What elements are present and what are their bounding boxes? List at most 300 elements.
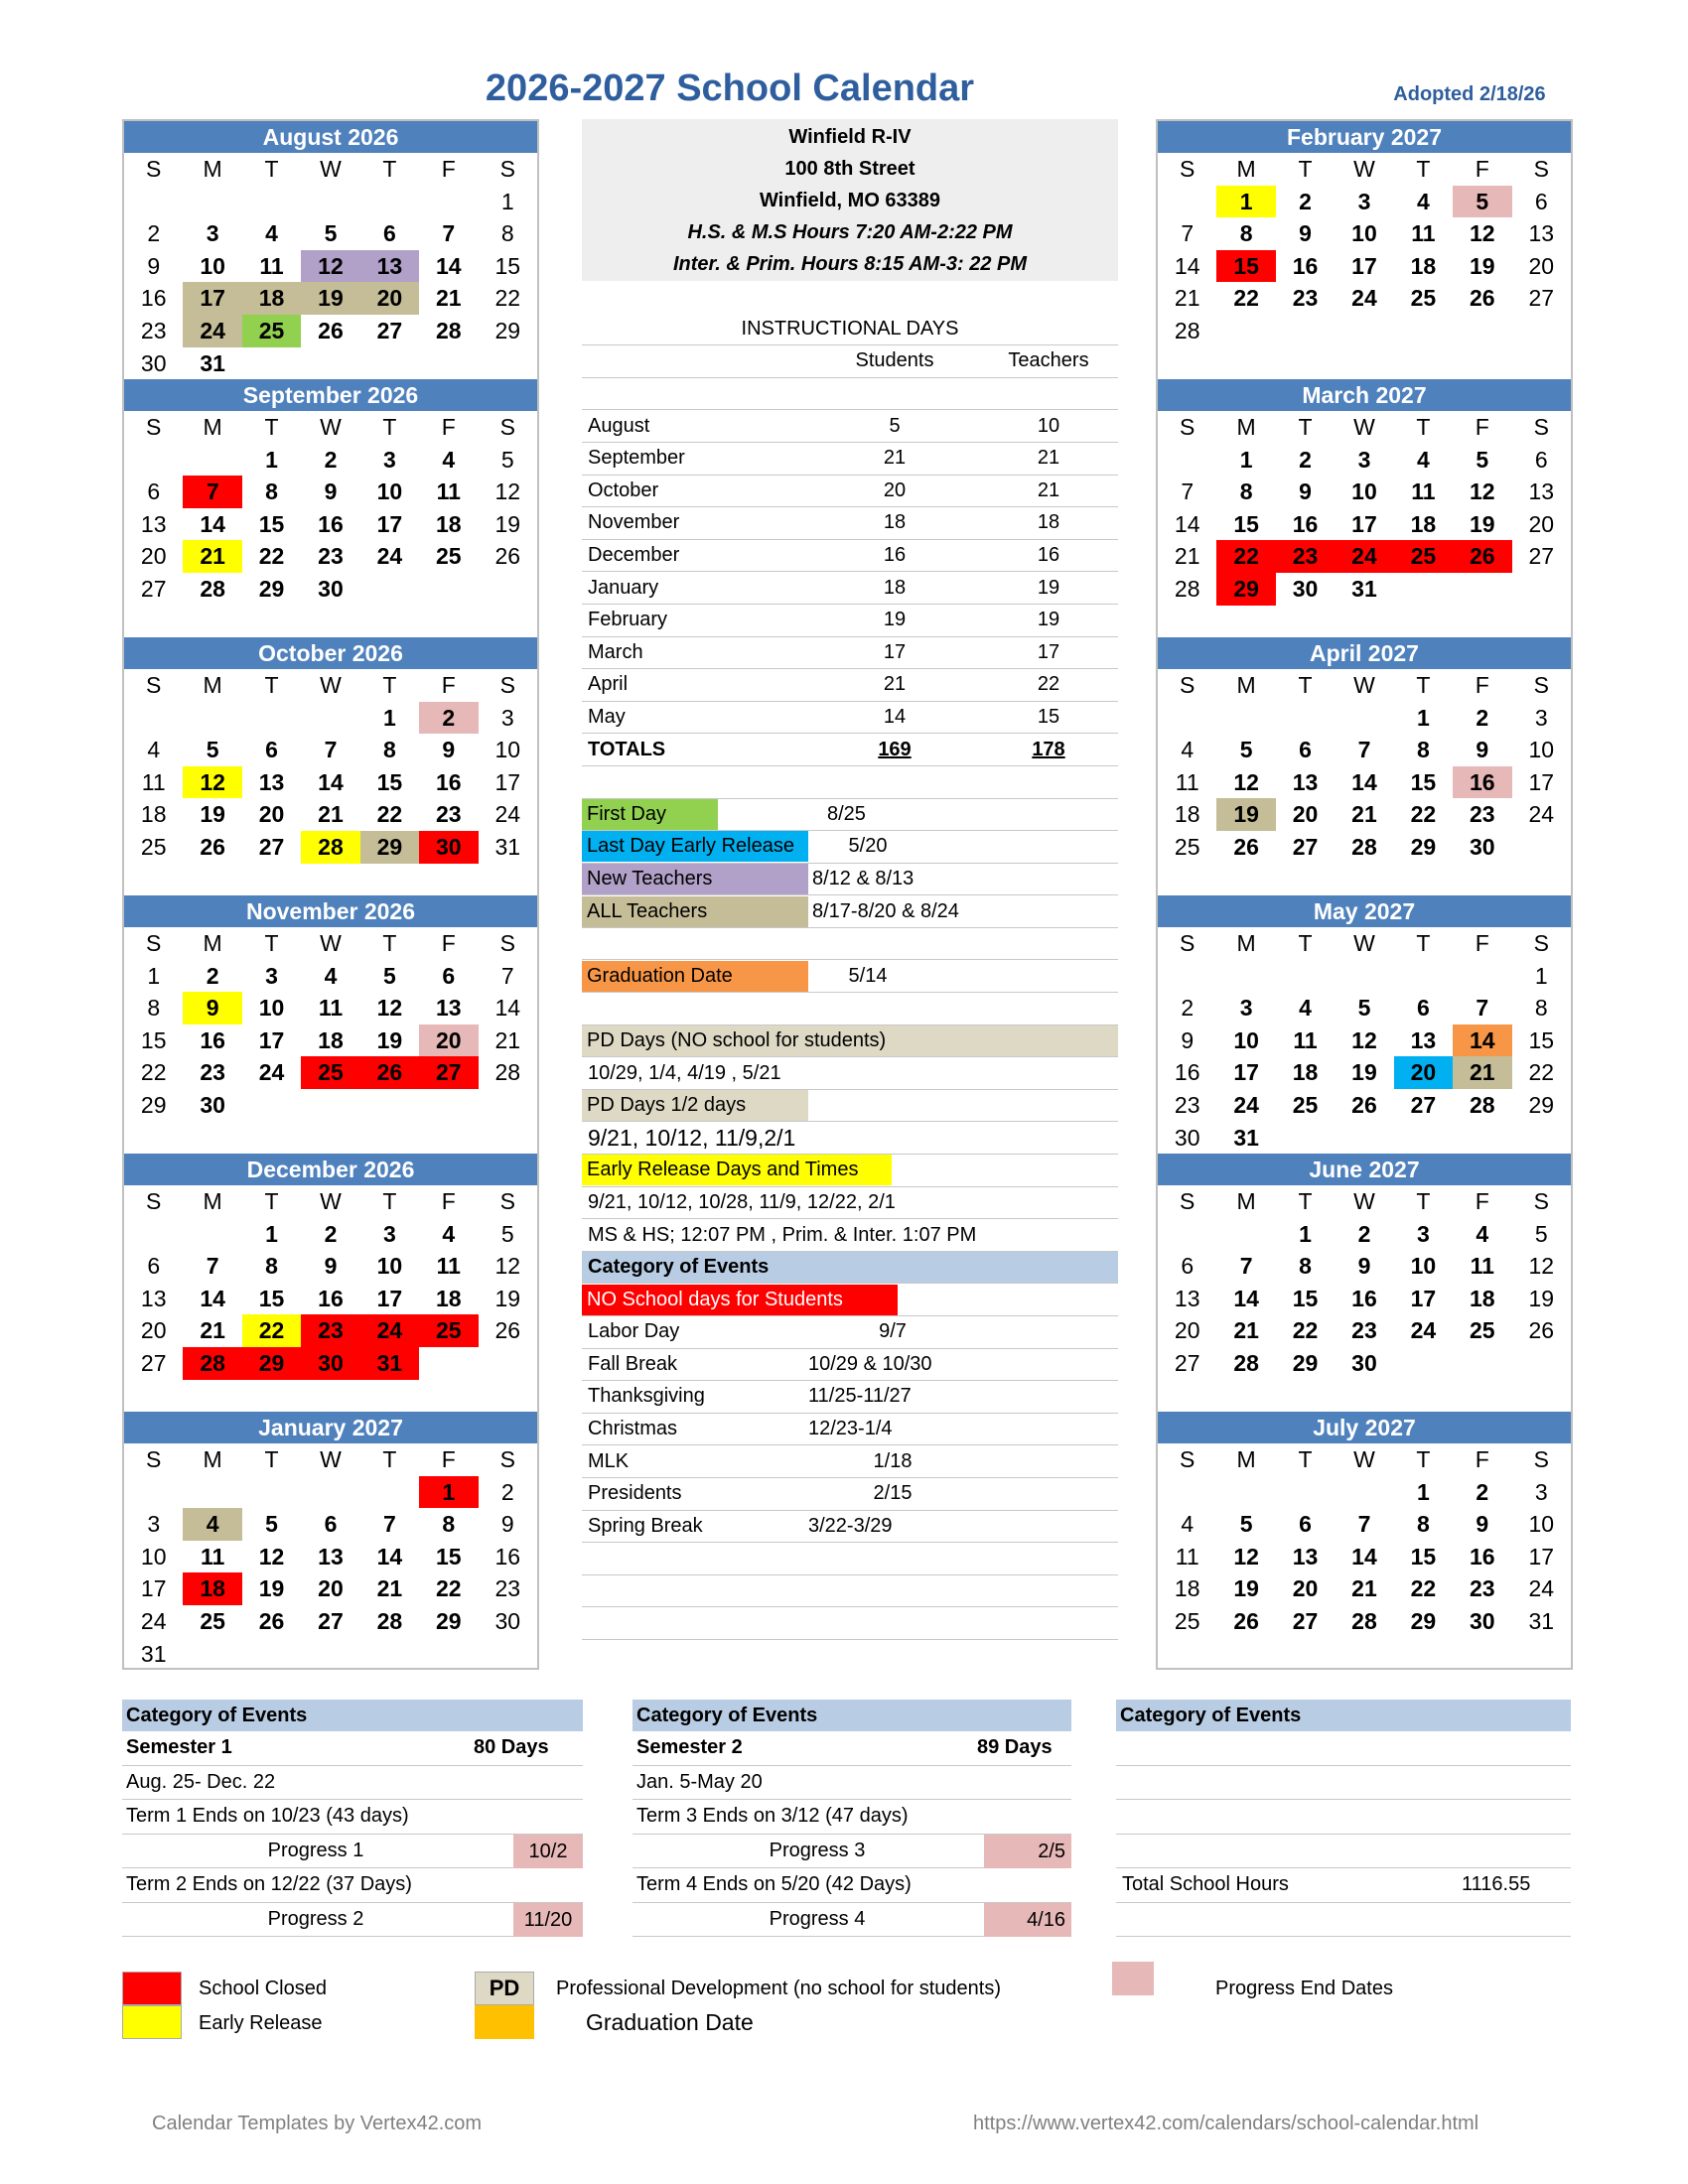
day-cell: 13 (258, 768, 285, 795)
progress-swatch (1112, 1962, 1154, 1995)
day-cell: 18 (436, 510, 462, 537)
key-date-row (582, 831, 1118, 864)
pd-half-row (582, 1090, 1118, 1123)
day-cell: 9 (324, 1253, 338, 1280)
day-cell: 6 (383, 220, 396, 247)
day-cell: 26 (494, 543, 521, 570)
day-cell (301, 702, 359, 735)
day-cell (1335, 1122, 1393, 1155)
day-cell: 5 (500, 446, 514, 473)
day-cell: 2 (1357, 1220, 1371, 1247)
weekday-label: W (1353, 414, 1375, 440)
day-cell: 5 (500, 1220, 514, 1247)
week-row (1158, 186, 1571, 218)
weekday-label: W (320, 1446, 342, 1472)
day-cell: 4 (1181, 1511, 1195, 1538)
month-title: November 2026 (124, 895, 537, 927)
weekday-label: T (382, 1446, 397, 1472)
day-cell: 8 (442, 1511, 456, 1538)
weekday-header (1158, 1185, 1571, 1218)
weekday-label: S (1533, 930, 1549, 956)
day-cell: 15 (1216, 250, 1275, 283)
weekday-label: S (499, 1446, 515, 1472)
hours-box (1116, 1700, 1571, 1937)
day-cell: 6 (1534, 188, 1548, 214)
day-cell: 13 (1292, 1543, 1319, 1570)
day-cell: 9 (1357, 1253, 1371, 1280)
week-row (124, 476, 537, 508)
week-row (1158, 798, 1571, 831)
day-cell: 1 (419, 1476, 478, 1509)
weekday-label: T (1298, 1188, 1313, 1214)
day-cell: 16 (1453, 766, 1511, 799)
day-cell: 23 (200, 1059, 225, 1086)
day-cell: 28 (494, 1059, 521, 1086)
month-name: August (588, 414, 650, 437)
week-row (1158, 1283, 1571, 1315)
day-cell: 2 (500, 1478, 514, 1505)
teacher-days: 16 (1037, 544, 1060, 567)
day-cell: 17 (140, 1575, 167, 1602)
weekday-label: F (1475, 672, 1489, 698)
day-cell: 3 (1357, 446, 1371, 473)
day-cell: 21 (200, 1317, 225, 1344)
day-cell: 15 (1233, 510, 1259, 537)
weekday-header (124, 927, 537, 960)
day-cell (1512, 1347, 1571, 1380)
key-date-label: New Teachers (582, 864, 808, 894)
total-hours-label: Total School Hours (1122, 1873, 1289, 1896)
day-cell: 16 (318, 1285, 344, 1311)
day-cell: 7 (1357, 1511, 1371, 1538)
week-row (1158, 1250, 1571, 1283)
day-cell: 3 (265, 962, 278, 989)
legend-closed: School Closed (199, 1978, 327, 1999)
closure-name: Thanksgiving (588, 1385, 705, 1408)
day-cell: 28 (1174, 317, 1200, 343)
weekday-label: F (1475, 1446, 1489, 1472)
footer-link[interactable]: https://www.vertex42.com/calendars/school-calendar.html (973, 2113, 1479, 2134)
week-row (124, 1218, 537, 1251)
day-cell: 11 (259, 252, 284, 279)
day-cell: 8 (1239, 220, 1253, 247)
weekday-label: M (1236, 930, 1256, 956)
day-cell: 23 (1470, 801, 1495, 828)
spacer (582, 378, 1118, 411)
day-cell: 6 (324, 1511, 338, 1538)
week-row (1158, 831, 1571, 864)
day-cell: 4 (442, 1220, 456, 1247)
day-cell: 3 (1357, 188, 1371, 214)
student-days: 20 (883, 478, 907, 501)
instructional-row (582, 443, 1118, 476)
month-left-2 (124, 637, 537, 895)
day-cell (124, 1476, 183, 1509)
day-cell: 23 (1292, 285, 1319, 312)
day-cell: 5 (1453, 186, 1511, 218)
day-cell: 18 (1470, 1285, 1495, 1311)
spacer (1116, 1903, 1571, 1938)
day-cell (242, 186, 301, 218)
week-row (1158, 960, 1571, 993)
day-cell: 11 (1175, 1543, 1199, 1570)
spacer (582, 281, 1118, 314)
day-cell: 8 (1534, 995, 1548, 1022)
day-cell: 11 (141, 768, 166, 795)
progress3-row (633, 1835, 1071, 1869)
day-cell: 28 (1233, 1349, 1259, 1376)
progress2-label: Progress 2 (267, 1907, 364, 1930)
weekday-header (1158, 153, 1571, 186)
early-swatch (122, 2005, 182, 2039)
pd-dates-row (582, 1057, 1118, 1090)
day-cell: 12 (183, 766, 241, 799)
weekday-label: T (1298, 930, 1313, 956)
day-cell: 2 (1299, 446, 1312, 473)
day-cell (479, 1638, 537, 1671)
day-cell: 3 (1534, 704, 1548, 731)
day-cell: 8 (265, 1253, 278, 1280)
weekday-label: W (320, 672, 342, 698)
week-row (1158, 1347, 1571, 1380)
weekday-label: W (320, 1188, 342, 1214)
weekday-label: T (1298, 672, 1313, 698)
day-cell: 11 (200, 1543, 225, 1570)
teacher-days: 22 (1037, 673, 1060, 696)
student-days: 5 (889, 414, 901, 437)
hours-hs: H.S. & M.S Hours 7:20 AM-2:22 PM (687, 221, 1013, 243)
day-cell (1216, 702, 1275, 735)
weekday-label: W (1353, 672, 1375, 698)
day-cell: 24 (1351, 285, 1377, 312)
day-cell (183, 444, 241, 477)
day-cell: 31 (494, 833, 521, 860)
weekday-header (124, 669, 537, 702)
day-cell (124, 444, 183, 477)
week-row (124, 1572, 537, 1605)
day-cell: 18 (1410, 252, 1437, 279)
weekday-label: T (382, 414, 397, 440)
day-cell (1216, 1218, 1275, 1251)
day-cell: 6 (1534, 446, 1548, 473)
weekday-label: T (1416, 672, 1431, 698)
day-cell: 2 (147, 220, 161, 247)
day-cell: 1 (1417, 704, 1430, 731)
week-row (1158, 444, 1571, 477)
day-cell: 9 (500, 1511, 514, 1538)
day-cell (301, 347, 359, 380)
term1-row (122, 1800, 583, 1835)
day-cell: 16 (1292, 252, 1319, 279)
weekday-label: T (264, 1188, 279, 1214)
day-cell: 10 (376, 1253, 403, 1280)
weekday-label: S (1180, 930, 1196, 956)
legend-early: Early Release (199, 2012, 323, 2034)
week-row (124, 540, 537, 573)
week-row (1158, 992, 1571, 1024)
month-right-1 (1158, 379, 1571, 637)
month-name: November (588, 511, 680, 534)
semester2-range-row (633, 1766, 1071, 1801)
teacher-days: 17 (1037, 640, 1060, 663)
spacer (582, 928, 1118, 961)
month-title: May 2027 (1158, 895, 1571, 927)
weekday-label: W (1353, 156, 1375, 182)
day-cell: 18 (318, 1026, 344, 1053)
day-cell: 10 (376, 478, 403, 505)
progress1-label: Progress 1 (267, 1839, 364, 1861)
day-cell: 6 (265, 737, 278, 763)
day-cell: 30 (494, 1607, 521, 1634)
day-cell: 7 (183, 476, 241, 508)
student-days: 14 (883, 706, 907, 729)
day-cell (419, 1347, 478, 1380)
semester1-box (122, 1700, 583, 1937)
teacher-days: 19 (1037, 609, 1060, 631)
day-cell: 5 (1534, 1220, 1548, 1247)
weekday-header (1158, 411, 1571, 444)
day-cell (124, 702, 183, 735)
weekday-label: S (1533, 1446, 1549, 1472)
instructional-title-row (582, 314, 1118, 346)
term2-row (122, 1868, 583, 1903)
day-cell (1453, 1122, 1511, 1155)
day-cell: 21 (1453, 1056, 1511, 1089)
month-right-5 (1158, 1412, 1571, 1670)
day-cell: 31 (200, 349, 225, 376)
left-calendar-column (122, 119, 539, 1670)
day-cell: 27 (318, 1607, 344, 1634)
day-cell (1512, 1122, 1571, 1155)
term4: Term 4 Ends on 5/20 (42 Days) (636, 1873, 912, 1896)
closed-swatch (122, 1972, 182, 2005)
week-row (1158, 766, 1571, 799)
day-cell: 22 (242, 1314, 301, 1347)
day-cell (242, 1476, 301, 1509)
weekday-label: S (146, 930, 162, 956)
weekday-label: T (1298, 156, 1313, 182)
week-row (124, 508, 537, 541)
day-cell: 13 (1174, 1285, 1200, 1311)
instructional-row (582, 605, 1118, 637)
month-name: October (588, 478, 659, 501)
day-cell: 6 (147, 478, 161, 505)
week-row (124, 1605, 537, 1638)
weekday-label: F (441, 672, 456, 698)
day-cell: 28 (1174, 575, 1200, 602)
week-row (1158, 508, 1571, 541)
day-cell: 6 (1299, 1511, 1312, 1538)
day-cell (419, 1089, 478, 1122)
day-cell: 20 (1292, 801, 1319, 828)
day-cell (479, 347, 537, 380)
day-cell: 17 (1528, 1543, 1555, 1570)
day-cell: 28 (1351, 1607, 1377, 1634)
day-cell (479, 1347, 537, 1380)
month-title: October 2026 (124, 637, 537, 669)
day-cell (1158, 702, 1216, 735)
week-row (1158, 1089, 1571, 1122)
weekday-header (124, 1443, 537, 1476)
day-cell: 16 (494, 1543, 521, 1570)
day-cell (1453, 573, 1511, 606)
weekday-label: M (1236, 414, 1256, 440)
day-cell: 26 (1233, 833, 1259, 860)
instructional-row (582, 572, 1118, 605)
term1: Term 1 Ends on 10/23 (43 days) (126, 1805, 409, 1828)
spacer (582, 993, 1118, 1025)
teachers-header: Teachers (1008, 349, 1089, 372)
day-cell: 19 (258, 1575, 285, 1602)
totals-row (582, 734, 1118, 766)
day-cell: 24 (494, 801, 521, 828)
week-row (124, 992, 537, 1024)
weekday-label: M (203, 156, 222, 182)
day-cell: 1 (1299, 1220, 1312, 1247)
day-cell: 27 (376, 317, 403, 343)
week-row (124, 444, 537, 477)
week-row (1158, 573, 1571, 606)
day-cell: 2 (1299, 188, 1312, 214)
day-cell: 25 (1410, 285, 1437, 312)
day-cell: 6 (1299, 737, 1312, 763)
spacer (582, 1607, 1118, 1640)
day-cell: 21 (494, 1026, 521, 1053)
day-cell (1453, 315, 1511, 347)
day-cell: 25 (1470, 1317, 1495, 1344)
key-date-value: 5/20 (848, 835, 888, 858)
student-days: 17 (883, 640, 907, 663)
day-cell: 14 (200, 510, 225, 537)
spacer (582, 1575, 1118, 1608)
day-cell: 15 (1410, 768, 1437, 795)
day-cell: 7 (1239, 1253, 1253, 1280)
month-left-5 (124, 1412, 537, 1670)
day-cell: 28 (376, 1607, 403, 1634)
closure-rows (582, 1316, 1118, 1543)
day-cell (183, 186, 241, 218)
semester1-title: Semester 1 (126, 1736, 232, 1759)
day-cell: 19 (1470, 252, 1495, 279)
weekday-header (1158, 927, 1571, 960)
key-date-label: First Day (582, 799, 718, 830)
day-cell (1276, 315, 1335, 347)
day-cell (242, 1089, 301, 1122)
day-cell (1158, 1476, 1216, 1509)
day-cell: 13 (140, 1285, 167, 1311)
day-cell: 30 (140, 349, 167, 376)
closure-row (582, 1316, 1118, 1349)
day-cell: 22 (1410, 1575, 1437, 1602)
week-row (124, 1283, 537, 1315)
day-cell: 28 (1351, 833, 1377, 860)
day-cell: 14 (318, 768, 344, 795)
closure-date: 11/25-11/27 (808, 1385, 912, 1408)
weekday-label: S (1533, 414, 1549, 440)
weekday-label: T (264, 156, 279, 182)
no-school-label: NO School days for Students (582, 1285, 898, 1315)
weekday-label: T (264, 414, 279, 440)
day-cell: 29 (1528, 1091, 1555, 1118)
weekday-label: S (1533, 156, 1549, 182)
month-name: September (588, 447, 685, 470)
day-cell: 14 (1453, 1024, 1511, 1057)
day-cell: 9 (1299, 220, 1312, 247)
day-cell: 10 (1528, 737, 1555, 763)
day-cell: 15 (494, 252, 521, 279)
week-row (1158, 1056, 1571, 1089)
weekday-label: F (441, 414, 456, 440)
day-cell: 29 (494, 317, 521, 343)
weekday-label: T (264, 930, 279, 956)
weekday-label: T (1416, 156, 1431, 182)
day-cell: 4 (147, 737, 161, 763)
day-cell: 31 (1528, 1607, 1555, 1634)
pd-row (582, 1025, 1118, 1058)
day-cell: 4 (442, 446, 456, 473)
weekday-label: M (1236, 672, 1256, 698)
teacher-days: 18 (1037, 511, 1060, 534)
day-cell: 14 (1351, 1543, 1377, 1570)
day-cell: 3 (1534, 1478, 1548, 1505)
day-cell: 9 (442, 737, 456, 763)
day-cell: 19 (494, 1285, 521, 1311)
day-cell: 27 (1410, 1091, 1437, 1118)
day-cell: 25 (419, 1314, 478, 1347)
day-cell: 7 (1476, 995, 1489, 1022)
day-cell: 10 (1351, 478, 1377, 505)
progress2-date: 11/20 (513, 1903, 583, 1937)
closures-category: Category of Events (588, 1256, 770, 1279)
day-cell: 1 (147, 962, 161, 989)
week-row (124, 347, 537, 380)
day-cell: 2 (1476, 1478, 1489, 1505)
footer-credit: Calendar Templates by Vertex42.com (152, 2113, 483, 2134)
day-cell: 18 (1410, 510, 1437, 537)
week-row (1158, 1508, 1571, 1541)
no-school-row (582, 1284, 1118, 1316)
day-cell: 7 (383, 1511, 396, 1538)
day-cell (1512, 573, 1571, 606)
week-row (124, 1347, 537, 1380)
weekday-label: M (203, 930, 222, 956)
day-cell: 10 (1528, 1511, 1555, 1538)
day-cell: 22 (1292, 1317, 1319, 1344)
week-row (124, 186, 537, 218)
week-row (124, 282, 537, 315)
day-cell (1276, 702, 1335, 735)
term2: Term 2 Ends on 12/22 (37 Days) (126, 1873, 412, 1896)
day-cell: 29 (140, 1091, 167, 1118)
semester2-days: 89 Days (977, 1736, 1053, 1759)
week-row (1158, 1605, 1571, 1638)
day-cell: 22 (1216, 540, 1275, 573)
weekday-label: W (320, 930, 342, 956)
semester2-title: Semester 2 (636, 1736, 743, 1759)
hours-box-header: Category of Events (1116, 1700, 1571, 1731)
day-cell: 11 (1470, 1253, 1494, 1280)
day-cell (1276, 960, 1335, 993)
day-cell: 27 (258, 833, 285, 860)
day-cell: 1 (1216, 186, 1275, 218)
weekday-label: M (203, 1446, 222, 1472)
district-info-column (582, 119, 1118, 1640)
day-cell: 30 (1174, 1124, 1200, 1151)
page-title: 2026-2027 School Calendar (485, 68, 975, 109)
closure-row (582, 1445, 1118, 1478)
month-name: February (588, 609, 668, 631)
day-cell: 23 (436, 801, 462, 828)
